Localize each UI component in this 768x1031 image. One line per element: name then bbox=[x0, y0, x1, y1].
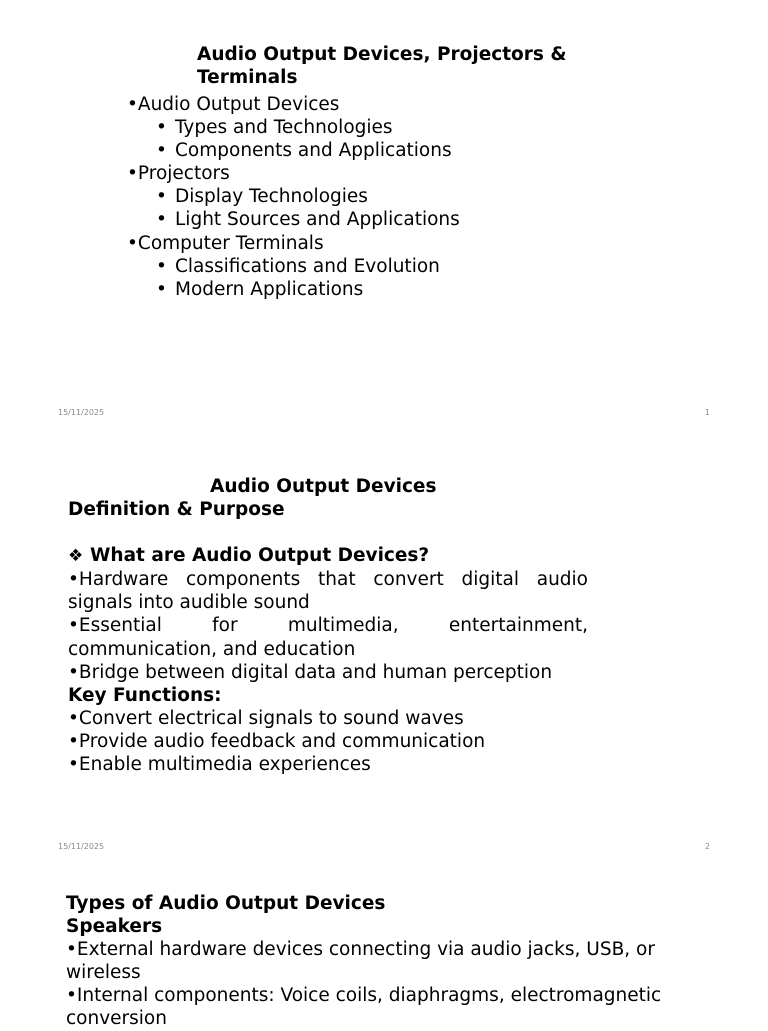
key-function-point: •Convert electrical signals to sound waves bbox=[68, 707, 464, 729]
outline-subitem bbox=[127, 208, 460, 231]
slide-3 bbox=[0, 868, 768, 1030]
slide-1-title: Audio Output Devices, Projectors & Terminals bbox=[197, 44, 567, 88]
bullet-icon: • bbox=[156, 255, 167, 277]
slide-1-outline bbox=[127, 93, 460, 301]
outline-subitem-text: Modern Applications bbox=[175, 278, 364, 300]
slide-2-date: 15/11/2025 bbox=[58, 842, 105, 851]
outline-subitem bbox=[127, 185, 460, 208]
slide-2-subtitle: Definition & Purpose bbox=[68, 499, 285, 520]
slide-1-page-number: 1 bbox=[704, 408, 710, 417]
slide-2-page-number: 2 bbox=[704, 842, 710, 851]
outline-subitem bbox=[127, 139, 460, 162]
section-heading-speakers: Speakers bbox=[66, 916, 163, 938]
definition-point: •Bridge between digital data and human perception bbox=[68, 661, 553, 683]
slide-2 bbox=[0, 434, 768, 868]
key-functions-heading: Key Functions: bbox=[68, 684, 222, 706]
slide-1-date: 15/11/2025 bbox=[58, 408, 105, 417]
spacer bbox=[68, 521, 588, 544]
definition-point: •Essential for multimedia, entertainment, communication, and education bbox=[68, 615, 588, 660]
outline-subitem bbox=[127, 278, 460, 301]
outline-subitem bbox=[127, 116, 460, 139]
question-text: What are Audio Output Devices? bbox=[90, 545, 430, 567]
outline-subitem-text: Display Technologies bbox=[175, 186, 368, 208]
outline-subitem-text: Classifications and Evolution bbox=[175, 255, 440, 277]
speaker-point: •Internal components: Voice coils, diaphragms, electromagnetic conversion bbox=[66, 985, 662, 1030]
slide-2-title: Audio Output Devices bbox=[210, 476, 437, 497]
slide-3-body bbox=[66, 892, 706, 1031]
outline-item-audio: •Audio Output Devices bbox=[127, 94, 340, 115]
bullet-icon: • bbox=[156, 186, 167, 208]
outline-item-terminals: •Computer Terminals bbox=[127, 232, 324, 254]
key-function-point: •Provide audio feedback and communication bbox=[68, 730, 486, 752]
bullet-icon: • bbox=[156, 209, 167, 231]
key-function-point: •Enable multimedia experiences bbox=[68, 754, 371, 776]
slide-3-title: Types of Audio Output Devices bbox=[66, 893, 386, 914]
question-heading bbox=[68, 544, 588, 568]
definition-point: •Hardware components that convert digital audio signals into audible sound bbox=[68, 569, 588, 614]
bullet-icon: • bbox=[156, 278, 167, 300]
diamond-bullet-icon: ❖ bbox=[68, 546, 84, 567]
slide-1 bbox=[0, 0, 768, 434]
outline-subitem-text: Types and Technologies bbox=[175, 117, 393, 139]
bullet-icon: • bbox=[156, 117, 167, 139]
outline-subitem-text: Light Sources and Applications bbox=[175, 209, 460, 231]
outline-subitem bbox=[127, 255, 460, 278]
outline-item-projectors: •Projectors bbox=[127, 163, 230, 185]
speaker-point: •External hardware devices connecting via audio jacks, USB, or wireless bbox=[66, 939, 655, 984]
bullet-icon: • bbox=[156, 140, 167, 162]
slide-2-body bbox=[68, 498, 588, 776]
outline-subitem-text: Components and Applications bbox=[175, 140, 452, 162]
